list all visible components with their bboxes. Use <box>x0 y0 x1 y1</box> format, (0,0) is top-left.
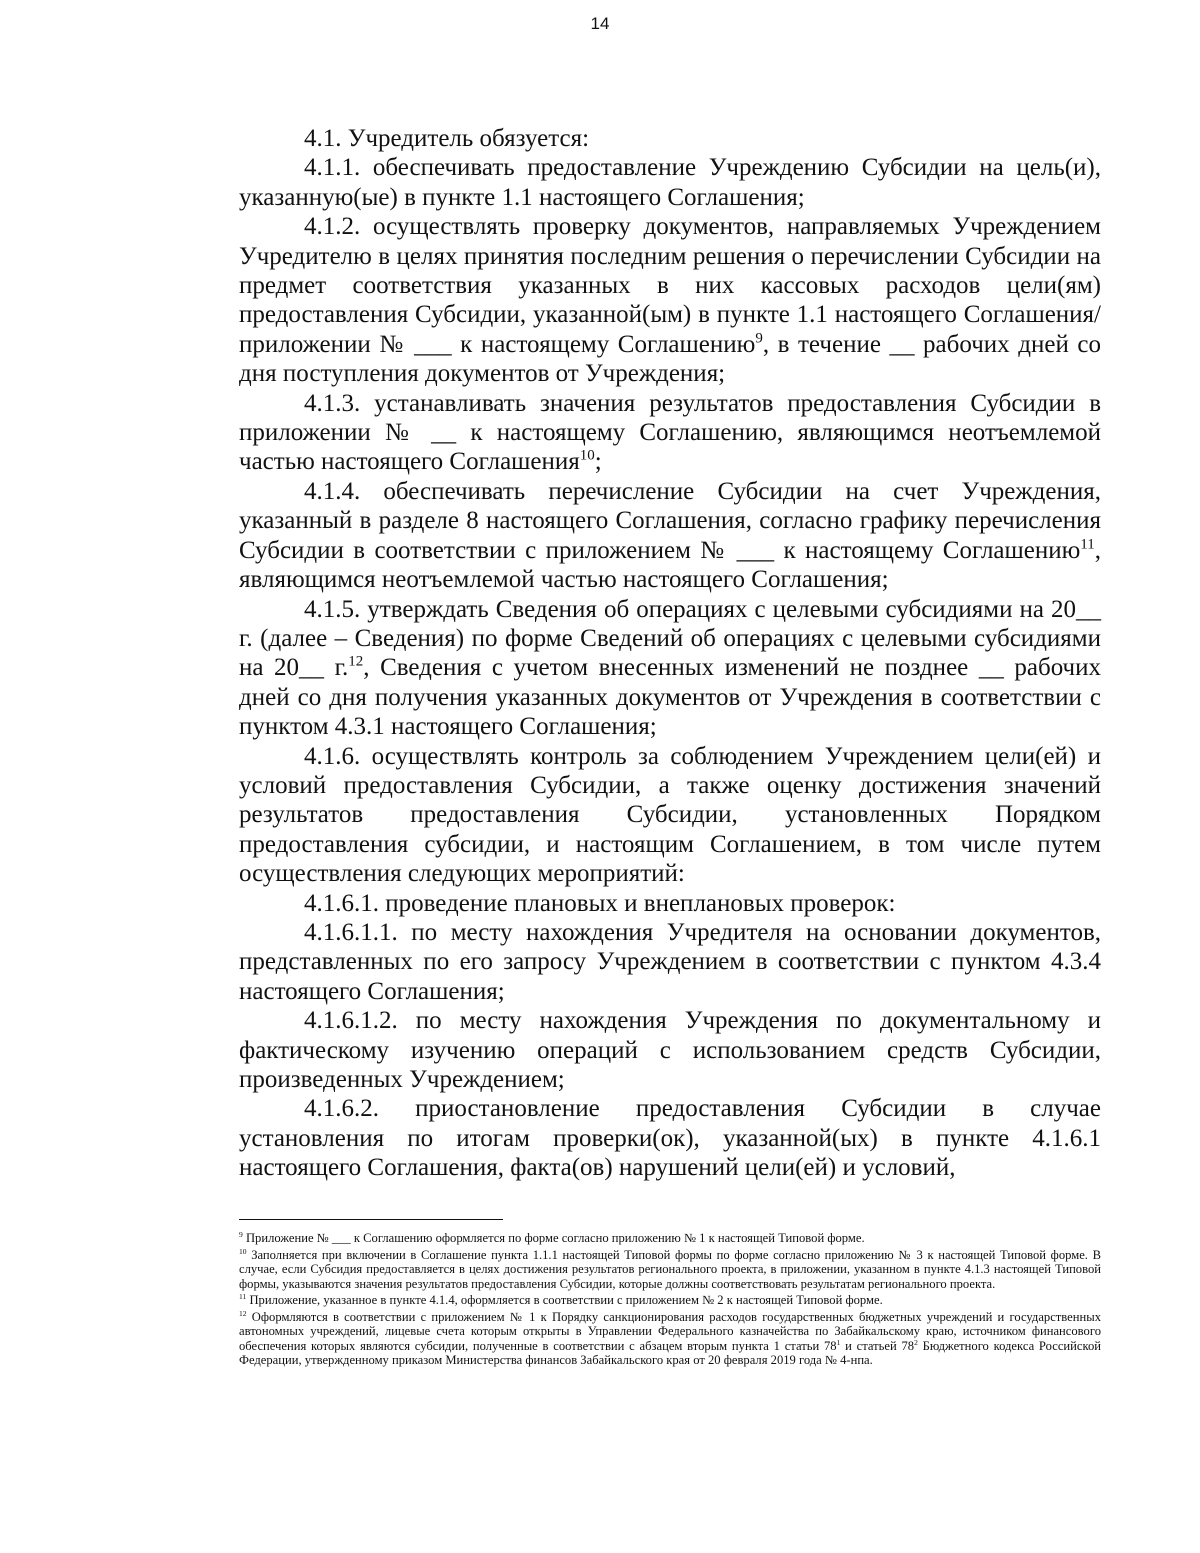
footnote-12: $^{12}$ Оформляются в соответствии с приложением № 1 к Порядку санкционирования расходов государственных бюджетных учреждений и государственных автономных учреждений, лицевые счета которым открыты в Управлении Федерального казначейства по Забайкальскому краю, источником финансового обеспечения которых являются субсидии, полученные в соответствии с абзацем вторым пункта 1 статьи $78^1$ и статьей $78^2$ Бюджетного кодекса Российской Федерации, утвержденному приказом Министерства финансов Забайкальского края от 20 февраля 2019 года № 4-нпа. <box>239 1308 1101 1367</box>
footnotes <box>239 1231 1101 1368</box>
footnote-11: $^{11}$ Приложение, указанное в пункте 4.1.4, оформляется в соответствии с приложением № 2 к настоящей Типовой форме. <box>239 1291 883 1307</box>
paragraph-4-1-4: 4.1.4. обеспечивать перечисление Субсидии на счет Учреждения, указанный в разделе 8 настоящего Соглашения, согласно графику перечисления Субсидии в соответствии с приложением № ___ к настоящему Соглашению$^{11}$, являющимся неотъемлемой частью настоящего Соглашения; <box>239 477 1101 594</box>
paragraph-4-1-6-1-2: 4.1.6.1.2. по месту нахождения Учреждения по документальному и фактическому изучению операций с использованием средств Субсидии, произведенных Учреждением; <box>239 1007 1101 1093</box>
paragraph-4-1: 4.1. Учредитель обязуется: <box>304 125 590 152</box>
footnote-ref-11: 11 <box>1080 536 1095 553</box>
page-number: 14 <box>590 14 610 33</box>
footnote-mark: 11 <box>239 1291 247 1301</box>
paragraph-4-1-6: 4.1.6. осуществлять контроль за соблюдением Учреждением цели(ей) и условий предоставления Субсидии, а также оценку достижения значений результатов предоставления Субсидии, установленных Порядком предоставления субсидии, и настоящим Соглашением, в том числе путем осуществления следующих мероприятий: <box>239 742 1101 888</box>
footnote-mark: 10 <box>239 1246 247 1256</box>
footnote-separator <box>239 1219 503 1220</box>
paragraph-4-1-3: 4.1.3. устанавливать значения результатов предоставления Субсидии в приложении № __ к настоящему Соглашению, являющимся неотъемлемой частью настоящего Соглашения$^{10}$; <box>239 389 1101 476</box>
footnote-mark: 12 <box>239 1308 247 1318</box>
paragraph-4-1-6-2: 4.1.6.2. приостановление предоставления Субсидии в случае установления по итогам проверки(ок), указанной(ых) в пункте 4.1.6.1 настоящего Соглашения, факта(ов) нарушений цели(ей) и условий, <box>239 1095 1101 1182</box>
footnote-ref-9: 9 <box>755 330 763 347</box>
footnote-mark: 9 <box>239 1229 243 1239</box>
paragraph-4-1-1: 4.1.1. обеспечивать предоставление Учреждению Субсидии на цель(и), указанную(ые) в пункте 1.1 настоящего Соглашения; <box>239 154 1101 211</box>
paragraph-4-1-6-1: 4.1.6.1. проведение плановых и внеплановых проверок: <box>304 889 896 917</box>
paragraph-4-1-6-1-1: 4.1.6.1.1. по месту нахождения Учредителя на основании документов, представленных по его запросу Учреждением в соответствии с пунктом 4.3.4 настоящего Соглашения; <box>239 918 1101 1005</box>
document-body <box>239 124 1101 1183</box>
footnote-9: $^9$ Приложение № ___ к Соглашению оформляется по форме согласно приложению № 1 к настоящей Типовой форме. <box>239 1229 865 1245</box>
footnote-10: $^{10}$ Заполняется при включении в Соглашение пункта 1.1.1 настоящей Типовой формы по форме согласно приложению № 3 к настоящей Типовой форме. В случае, если Субсидия предоставляется в целях достижения результатов регионального проекта, в приложении, указанном в пункте 4.1.3 настоящей Типовой формы, указываются значения результатов предоставления Субсидии, которые должны соответствовать результатам регионального проекта. <box>239 1246 1101 1291</box>
footnote-ref-12: 12 <box>348 653 364 670</box>
paragraph-4-1-2: 4.1.2. осуществлять проверку документов, направляемых Учреждением Учредителю в целях принятия последним решения о перечислении Субсидии на предмет соответствия указанных в них кассовых расходов цели(ям) предоставления Субсидии, указанной(ым) в пункте 1.1 настоящего Соглашения/приложении № ___ к настоящему Соглашению$^9$, в течение __ рабочих дней со дня поступления документов от Учреждения; <box>239 213 1101 388</box>
paragraph-4-1-5: 4.1.5. утверждать Сведения об операциях с целевыми субсидиями на 20__ г. (далее – Сведения) по форме Сведений об операциях с целевыми субсидиями на 20__ г.$^{12}$, Сведения с учетом внесенных изменений не позднее __ рабочих дней со дня получения указанных документов от Учреждения в соответствии с пунктом 4.3.1 настоящего Соглашения; <box>239 595 1101 741</box>
footnote-ref-10: 10 <box>579 448 595 465</box>
